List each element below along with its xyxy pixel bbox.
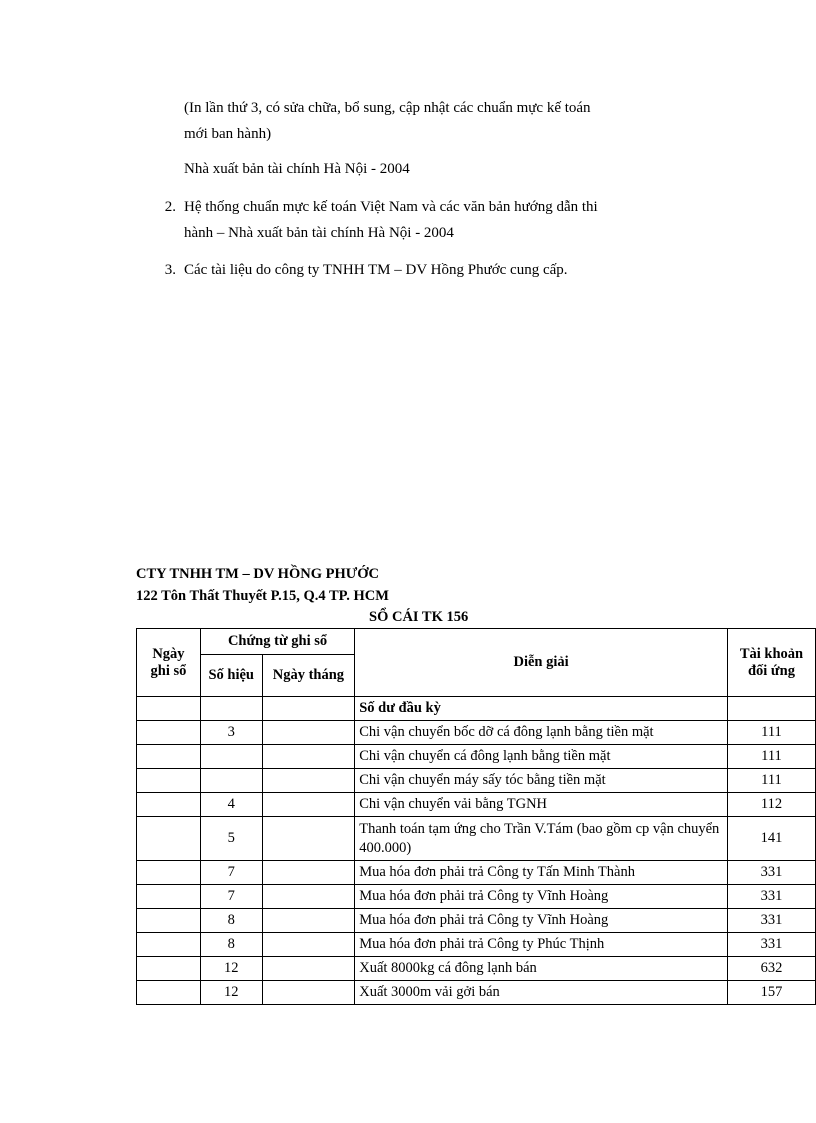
cell-description: Mua hóa đơn phải trả Công ty Vĩnh Hoàng xyxy=(355,885,728,909)
cell-voucher-date xyxy=(262,933,355,957)
cell-description: Mua hóa đơn phải trả Công ty Tấn Minh Thành xyxy=(355,861,728,885)
table-row xyxy=(137,957,816,981)
cell-date xyxy=(137,933,201,957)
cell-voucher-date xyxy=(262,721,355,745)
cell-date xyxy=(137,909,201,933)
cell-description: Chi vận chuyển máy sấy tóc bằng tiền mặt xyxy=(355,769,728,793)
cell-voucher-no: 8 xyxy=(200,933,262,957)
company-address: 122 Tôn Thất Thuyết P.15, Q.4 TP. HCM xyxy=(136,588,389,604)
table-row xyxy=(137,861,816,885)
cell-account: 331 xyxy=(727,885,815,909)
cell-voucher-no: 3 xyxy=(200,721,262,745)
header-voucher-date: Ngày tháng xyxy=(262,655,355,697)
ledger-title: SỔ CÁI TK 156 xyxy=(369,609,469,625)
cell-date xyxy=(137,697,201,721)
cell-voucher-no: 8 xyxy=(200,909,262,933)
reference-item-3 xyxy=(164,257,744,283)
cell-description: Chi vận chuyển cá đông lạnh bằng tiền mặt xyxy=(355,745,728,769)
cell-date xyxy=(137,957,201,981)
reference-line: Nhà xuất bản tài chính Hà Nội - 2004 xyxy=(184,161,410,177)
cell-account: 111 xyxy=(727,745,815,769)
cell-date xyxy=(137,817,201,861)
header-voucher: Chứng từ ghi sổ xyxy=(200,629,354,655)
cell-date xyxy=(137,745,201,769)
cell-date xyxy=(137,981,201,1005)
reference-line: mới ban hành) xyxy=(184,126,272,142)
cell-account xyxy=(727,697,815,721)
cell-voucher-date xyxy=(262,697,355,721)
cell-voucher-date xyxy=(262,861,355,885)
cell-description: Mua hóa đơn phải trả Công ty Vĩnh Hoàng xyxy=(355,909,728,933)
header-description: Diễn giải xyxy=(355,629,728,697)
cell-voucher-no: 7 xyxy=(200,885,262,909)
table-row xyxy=(137,885,816,909)
cell-account: 632 xyxy=(727,957,815,981)
table-row xyxy=(137,721,816,745)
cell-account: 157 xyxy=(727,981,815,1005)
cell-description: Số dư đầu kỳ xyxy=(355,697,728,721)
reference-line: Các tài liệu do công ty TNHH TM – DV Hồng Phước cung cấp. xyxy=(184,262,568,278)
ledger-table xyxy=(136,628,816,1005)
cell-voucher-date xyxy=(262,817,355,861)
cell-account: 331 xyxy=(727,933,815,957)
reference-line: Hệ thống chuẩn mực kế toán Việt Nam và các văn bản hướng dẫn thi xyxy=(184,199,598,215)
cell-account: 141 xyxy=(727,817,815,861)
cell-voucher-no: 12 xyxy=(200,981,262,1005)
reference-line: hành – Nhà xuất bản tài chính Hà Nội - 2004 xyxy=(184,225,454,241)
cell-voucher-date xyxy=(262,885,355,909)
table-row xyxy=(137,981,816,1005)
table-row xyxy=(137,817,816,861)
reference-item-2 xyxy=(164,194,744,246)
reference-line: (In lần thứ 3, có sửa chữa, bổ sung, cập nhật các chuẩn mực kế toán xyxy=(184,100,591,116)
cell-account: 111 xyxy=(727,769,815,793)
reference-item-1-continued xyxy=(184,95,744,182)
cell-voucher-date xyxy=(262,909,355,933)
cell-voucher-no xyxy=(200,769,262,793)
reference-number: 3. xyxy=(164,262,176,278)
cell-date xyxy=(137,769,201,793)
cell-description: Chi vận chuyển bốc dỡ cá đông lạnh bằng tiền mặt xyxy=(355,721,728,745)
cell-account: 112 xyxy=(727,793,815,817)
table-row xyxy=(137,793,816,817)
cell-account: 331 xyxy=(727,861,815,885)
cell-voucher-no: 7 xyxy=(200,861,262,885)
cell-voucher-no xyxy=(200,697,262,721)
cell-voucher-no: 12 xyxy=(200,957,262,981)
header-counter-account: Tài khoản đối ứng xyxy=(727,629,815,697)
cell-account: 111 xyxy=(727,721,815,745)
header-voucher-no: Số hiệu xyxy=(200,655,262,697)
cell-voucher-date xyxy=(262,793,355,817)
cell-voucher-no xyxy=(200,745,262,769)
cell-account: 331 xyxy=(727,909,815,933)
cell-description: Xuất 3000m vải gởi bán xyxy=(355,981,728,1005)
header-date-recorded: Ngày ghi sổ xyxy=(137,629,201,697)
cell-description: Thanh toán tạm ứng cho Trần V.Tám (bao gồm cp vận chuyển 400.000) xyxy=(355,817,728,861)
table-row xyxy=(137,909,816,933)
table-row xyxy=(137,697,816,721)
cell-voucher-no: 5 xyxy=(200,817,262,861)
cell-voucher-date xyxy=(262,957,355,981)
table-row xyxy=(137,769,816,793)
reference-number: 2. xyxy=(164,199,176,215)
table-row xyxy=(137,933,816,957)
cell-description: Chi vận chuyển vải bằng TGNH xyxy=(355,793,728,817)
cell-voucher-date xyxy=(262,745,355,769)
company-name: CTY TNHH TM – DV HỒNG PHƯỚC xyxy=(136,566,380,582)
cell-voucher-no: 4 xyxy=(200,793,262,817)
cell-voucher-date xyxy=(262,769,355,793)
cell-description: Mua hóa đơn phải trả Công ty Phúc Thịnh xyxy=(355,933,728,957)
cell-date xyxy=(137,885,201,909)
cell-description: Xuất 8000kg cá đông lạnh bán xyxy=(355,957,728,981)
cell-date xyxy=(137,721,201,745)
cell-voucher-date xyxy=(262,981,355,1005)
table-row xyxy=(137,745,816,769)
cell-date xyxy=(137,793,201,817)
cell-date xyxy=(137,861,201,885)
